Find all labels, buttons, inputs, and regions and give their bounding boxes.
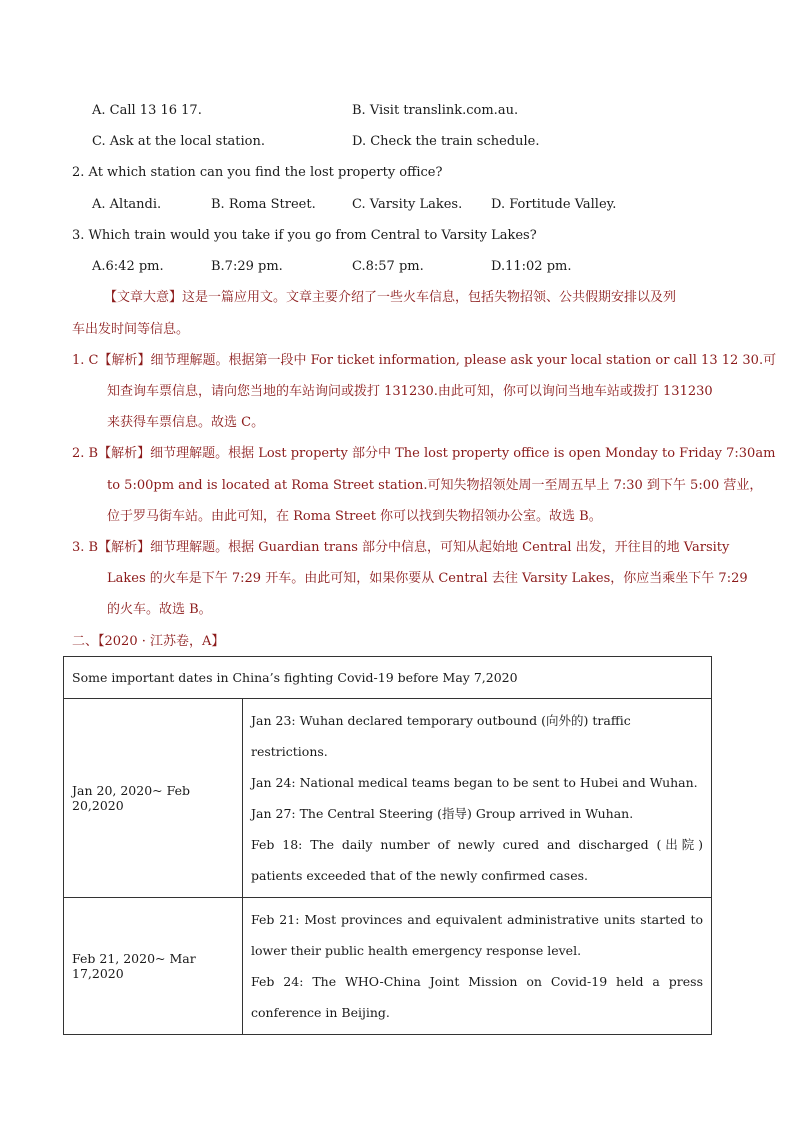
- answer-3-line-2: Lakes 的火车是下午 7:29 开车。由此可知，如果你要从 Central 去往 Varsity Lakes，你应当乘坐下午 7:29: [107, 571, 748, 586]
- summary-line-2: 车出发时间等信息。: [72, 322, 190, 337]
- answer-1-line-2: 知查询车票信息，请向您当地的车站询问或拨打 131230.由此可知，你可以询问当地车站或拨打 131230: [107, 384, 713, 399]
- table-header-row: [64, 657, 712, 699]
- table-row: [64, 898, 712, 1035]
- event-item: Jan 24: National medical teams began to be sent to Hubei and Wuhan.: [251, 775, 698, 790]
- period-cell: [64, 898, 243, 1035]
- period-cell: [64, 699, 243, 898]
- answer-1-line-3: 来获得车票信息。故选 C。: [107, 415, 265, 430]
- table-header-cell: [64, 657, 712, 699]
- question-2-option-d: D. Fortitude Valley.: [491, 197, 617, 212]
- event-item: Feb 18: The daily number of newly cured and discharged (出院) patients exceeded that of the newly confirmed cases.: [251, 837, 703, 883]
- period-text: Jan 20, 2020~ Feb 20,2020: [72, 783, 190, 813]
- table-header-text: Some important dates in China’s fighting Covid-19 before May 7,2020: [72, 670, 518, 685]
- events-cell: [243, 699, 712, 898]
- option-b-prev: B. Visit translink.com.au.: [352, 103, 519, 118]
- question-2-option-a: A. Altandi.: [92, 197, 162, 212]
- event-item: Jan 27: The Central Steering (指导) Group arrived in Wuhan.: [251, 806, 634, 821]
- table-row: [64, 699, 712, 898]
- section-2-title: 二、【2020 · 江苏卷，A】: [72, 634, 225, 649]
- option-a-prev: A. Call 13 16 17.: [92, 103, 202, 118]
- period-text: Feb 21, 2020~ Mar 17,2020: [72, 951, 196, 981]
- answer-3-line-1: 3. B【解析】细节理解题。根据 Guardian trans 部分中信息，可知从起始地 Central 出发，开往目的地 Varsity: [72, 540, 730, 555]
- question-2-stem: 2. At which station can you find the lost property office?: [72, 165, 443, 180]
- answer-2-line-1: 2. B【解析】细节理解题。根据 Lost property 部分中 The lost property office is open Monday to Friday 7:30am: [72, 446, 776, 461]
- event-item: Jan 23: Wuhan declared temporary outbound (向外的) traffic restrictions.: [251, 713, 631, 759]
- option-d-prev: D. Check the train schedule.: [352, 134, 540, 149]
- events-cell: [243, 898, 712, 1035]
- event-item: Feb 24: The WHO-China Joint Mission on Covid-19 held a press conference in Beijing.: [251, 974, 703, 1020]
- answer-2-line-3: 位于罗马街车站。由此可知，在 Roma Street 你可以找到失物招领办公室。故选 B。: [107, 509, 602, 524]
- answer-3-line-3: 的火车。故选 B。: [107, 602, 212, 617]
- question-2-option-c: C. Varsity Lakes.: [352, 197, 463, 212]
- summary-line-1: 【文章大意】这是一篇应用文。文章主要介绍了一些火车信息，包括失物招领、公共假期安排以及列: [104, 290, 677, 305]
- answer-2-line-2: to 5:00pm and is located at Roma Street station.可知失物招领处周一至周五早上 7:30 到下午 5:00 营业，: [107, 478, 763, 493]
- question-3-option-c: C.8:57 pm.: [352, 259, 424, 274]
- covid-dates-table: [63, 656, 712, 1035]
- question-3-option-b: B.7:29 pm.: [211, 259, 283, 274]
- event-item: Feb 21: Most provinces and equivalent administrative units started to lower their public health emergency response level.: [251, 912, 703, 958]
- option-c-prev: C. Ask at the local station.: [92, 134, 266, 149]
- answer-1-line-1: 1. C【解析】细节理解题。根据第一段中 For ticket information, please ask your local station or call 13 12 30.可: [72, 353, 777, 368]
- question-2-option-b: B. Roma Street.: [211, 197, 316, 212]
- question-3-option-a: A.6:42 pm.: [92, 259, 164, 274]
- question-3-option-d: D.11:02 pm.: [491, 259, 572, 274]
- question-3-stem: 3. Which train would you take if you go from Central to Varsity Lakes?: [72, 228, 537, 243]
